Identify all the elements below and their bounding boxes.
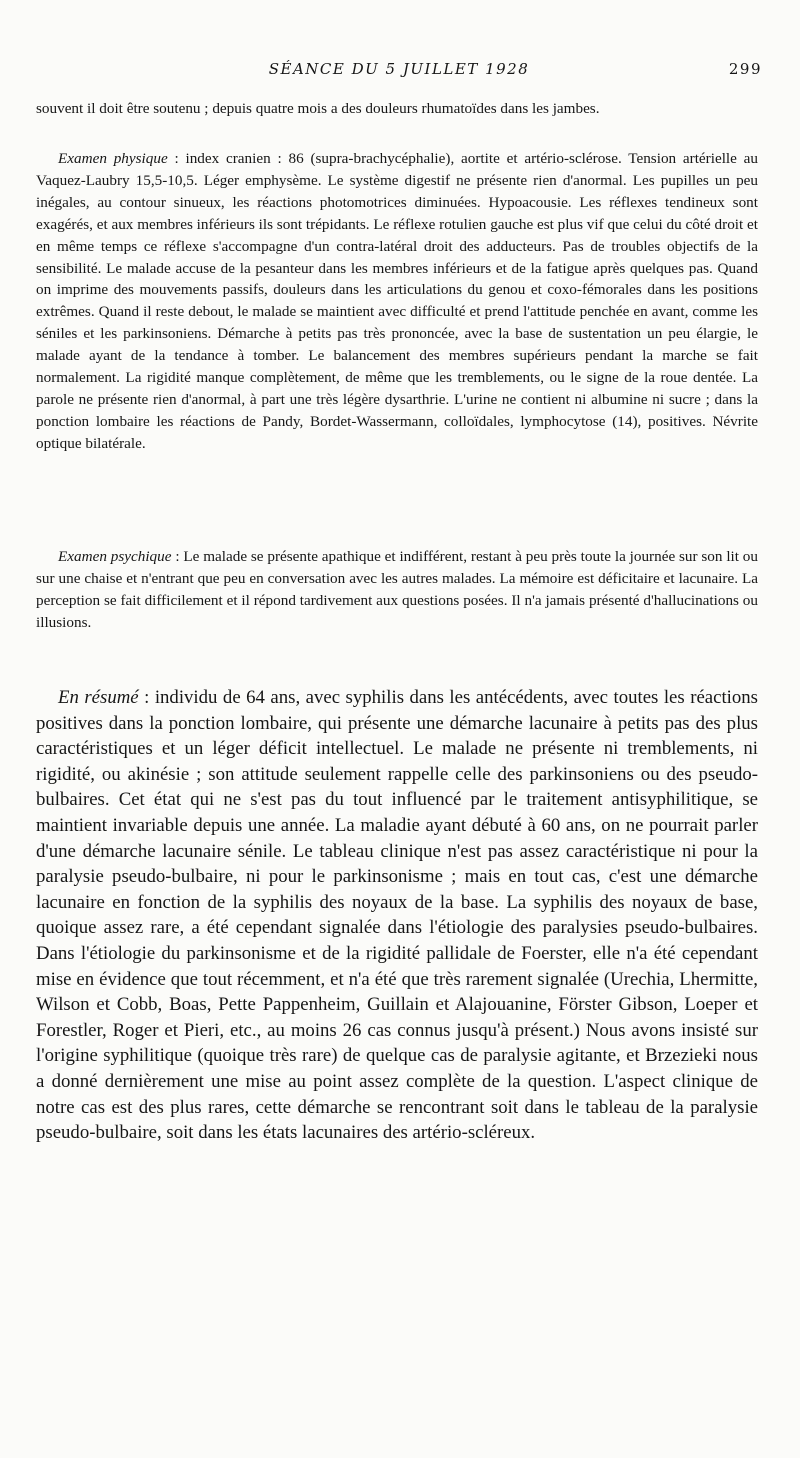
section-lead: Examen physique	[58, 150, 168, 167]
section-lead: Examen psychique	[58, 548, 172, 565]
paragraph-text	[36, 685, 758, 1146]
paragraph-body: : individu de 64 ans, avec syphilis dans les antécédents, avec toutes les réactions positives dans la ponction lombaire, qui présente une démarche lacunaire à petits pas des plus caractéristiques et un léger déficit intellectuel. Le malade ne présente ni tremblements, ni rigidité, ou akinésie ; son attitude seulement rappelle celle des parkinsoniens ou des pseudo-bulbaires. Cet état qui ne s'est pas du tout influencé par le traitement antisyphilitique, se maintient invariable depuis une année. La maladie ayant débuté à 60 ans, on ne pourrait parler d'une démarche lacunaire sénile. Le tableau clinique n'est pas assez caractéristique ni pour la paralysie pseudo-bulbaire, ni pour le parkinsonisme ; mais en tout cas, c'est une démarche lacunaire en fonction de la syphilis des noyaux de la base. La syphilis des noyaux de base, quoique assez rare, a été cependant signalée dans l'étiologie des paralysies pseudo-bulbaires. Dans l'étiologie du parkinsonisme et de la rigidité pallidale de Foerster, elle n'a été cependant mise en évidence que tout récemment, et n'a été que très rarement signalée (Urechia, Lhermitte, Wilson et Cobb, Boas, Pette Pappenheim, Guillain et Alajouanine, Förster Gibson, Loeper et Forestler, Roger et Pieri, etc., au moins 26 cas connus jusqu'à présent.) Nous avons insisté sur l'origine syphilitique (quoique très rare) de quelque cas de paralysie agitante, et Brzezieki nous a donné dernièrement une mise au point assez complète de la question. L'aspect clinique de notre cas est des plus rares, cette démarche se rencontrant soit dans le tableau de la paralysie pseudo-bulbaire, soit dans les états lacunaires des artério-scléreux.	[36, 687, 758, 1144]
paragraph-psychic-exam	[36, 546, 758, 634]
paragraph-text	[36, 148, 758, 455]
paragraph-physical-exam	[36, 148, 758, 455]
paragraph-continuation	[36, 98, 758, 120]
paragraph-text: souvent il doit être soutenu ; depuis quatre mois a des douleurs rhumatoïdes dans les jambes.	[36, 100, 600, 117]
paragraph-text	[36, 546, 758, 634]
paragraph-body: : Le malade se présente apathique et indifférent, restant à peu près toute la journée sur son lit ou sur une chaise et n'entrant que peu en conversation avec les autres malades. La mémoire est déficitaire et lacunaire. La perception se fait difficilement et il répond tardivement aux questions posées. Il n'a jamais présenté d'hallucinations ou illusions.	[36, 548, 758, 631]
page-number: 299	[728, 60, 762, 78]
running-head-title: SÉANCE DU 5 JUILLET 1928	[268, 60, 530, 78]
paragraph-summary	[36, 685, 758, 1146]
paragraph-body: : index cranien : 86 (supra-brachycéphalie), aortite et artério-sclérose. Tension artérielle au Vaquez-Laubry 15,5-10,5. Léger emphysème. Le système digestif ne présente rien d'anormal. Les pupilles un peu inégales, au contour sinueux, les réactions photomotrices diminuées. Hypoacousie. Les réflexes tendineux sont exagérés, et aux membres inférieurs ils sont trépidants. Le réflexe rotulien gauche est plus vif que celui du côté droit et en même temps ce réflexe s'accompagne d'un contra-latéral droit des adducteurs. Pas de troubles objectifs de la sensibilité. Le malade accuse de la pesanteur dans les membres inférieurs et de la fatigue après quelques pas. Quand on imprime des mouvements passifs, douleurs dans les articulations du genou et coxo-fémorales dans les positions extrêmes. Quand il reste debout, le malade se maintient avec difficulté et prend l'attitude penchée en avant, comme les séniles et les parkinsoniens. Démarche à petits pas très prononcée, avec la base de sustentation un peu élargie, le malade ayant de la tendance à tomber. Le balancement des membres supérieurs pendant la marche se fait normalement. La rigidité manque complètement, de même que les tremblements, ou le signe de la roue dentée. La parole ne présente rien d'anormal, à part une très légère dysarthrie. L'urine ne contient ni albumine ni sucre ; dans la ponction lombaire les réactions de Pandy, Bordet-Wassermann, colloïdales, lymphocytose (14), positives. Névrite optique bilatérale.	[36, 150, 758, 452]
section-lead: En résumé	[58, 687, 139, 708]
running-head	[36, 60, 762, 86]
